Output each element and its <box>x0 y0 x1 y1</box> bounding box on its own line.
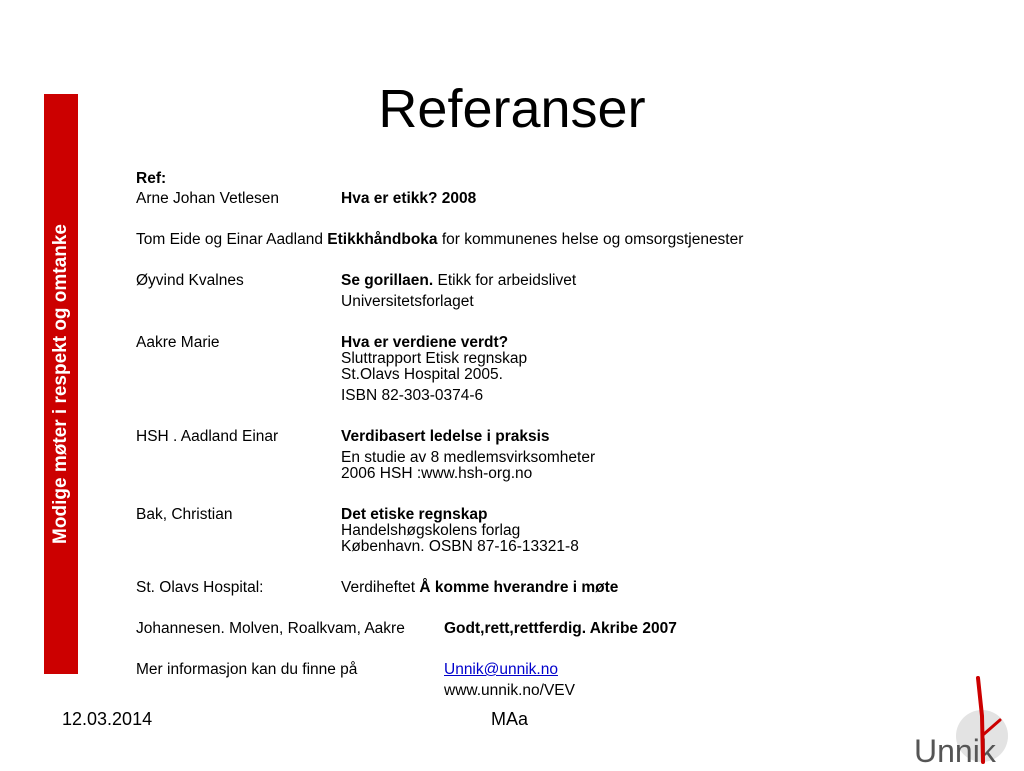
website-text: www.unnik.no/VEV <box>444 682 575 699</box>
slide-title: Referanser <box>378 79 646 139</box>
ref-4-line3: St.Olavs Hospital 2005. <box>341 366 503 383</box>
more-info-label: Mer informasjon kan du finne på <box>136 661 358 678</box>
ref-6-line2: Handelshøgskolens forlag <box>341 522 521 539</box>
ref-8-author: Johannesen. Molven, Roalkvam, Aakre <box>136 620 405 637</box>
ref-4-title: Hva er verdiene verdt? <box>341 334 509 351</box>
footer-date: 12.03.2014 <box>62 709 153 729</box>
ref-2-title: Etikkhåndboka <box>327 231 438 248</box>
ref-3-rest: Etikk for arbeidslivet <box>437 272 577 289</box>
ref-6-title: Det etiske regnskap <box>341 506 488 523</box>
ref-3-publisher: Universitetsforlaget <box>341 293 474 310</box>
ref-5-author: HSH . Aadland Einar <box>136 428 279 445</box>
ref-3-author: Øyvind Kvalnes <box>136 272 244 289</box>
ref-3-line <box>341 272 576 290</box>
unnik-logo-graphic <box>912 676 1012 766</box>
ref-6-line3: København. OSBN 87-16-13321-8 <box>341 538 579 555</box>
ref-7-title: Å komme hverandre i møte <box>419 579 619 596</box>
ref-2-author: Tom Eide og Einar Aadland <box>136 231 323 248</box>
email-link[interactable]: Unnik@unnik.no <box>444 661 558 678</box>
ref-label: Ref: <box>136 170 167 187</box>
ref-7-author: St. Olavs Hospital: <box>136 579 264 596</box>
ref-1-title: Hva er etikk? 2008 <box>341 190 477 207</box>
ref-5-title: Verdibasert ledelse i praksis <box>341 428 550 445</box>
ref-4-isbn: ISBN 82-303-0374-6 <box>341 387 484 404</box>
ref-6-author: Bak, Christian <box>136 506 233 523</box>
ref-5-line3: 2006 HSH :www.hsh-org.no <box>341 465 533 482</box>
ref-3-title: Se gorillaen. <box>341 272 434 289</box>
ref-1-author: Arne Johan Vetlesen <box>136 190 280 207</box>
ref-2-rest: for kommunenes helse og omsorgstjenester <box>441 231 744 248</box>
ref-4-line2: Sluttrapport Etisk regnskap <box>341 350 528 367</box>
ref-4-author: Aakre Marie <box>136 334 220 351</box>
side-banner <box>44 94 78 674</box>
ref-7-pre: Verdiheftet <box>341 579 416 596</box>
unnik-logo <box>912 676 1012 766</box>
footer-author: MAa <box>491 709 529 729</box>
ref-7-line <box>341 579 618 597</box>
side-banner-text: Modige møter i respekt og omtanke <box>50 224 71 544</box>
ref-5-line2: En studie av 8 medlemsvirksomheter <box>341 449 596 466</box>
ref-2-line <box>136 231 743 249</box>
logo-text: Unnik <box>914 733 996 766</box>
ref-8-title: Godt,rett,rettferdig. Akribe 2007 <box>444 620 677 637</box>
